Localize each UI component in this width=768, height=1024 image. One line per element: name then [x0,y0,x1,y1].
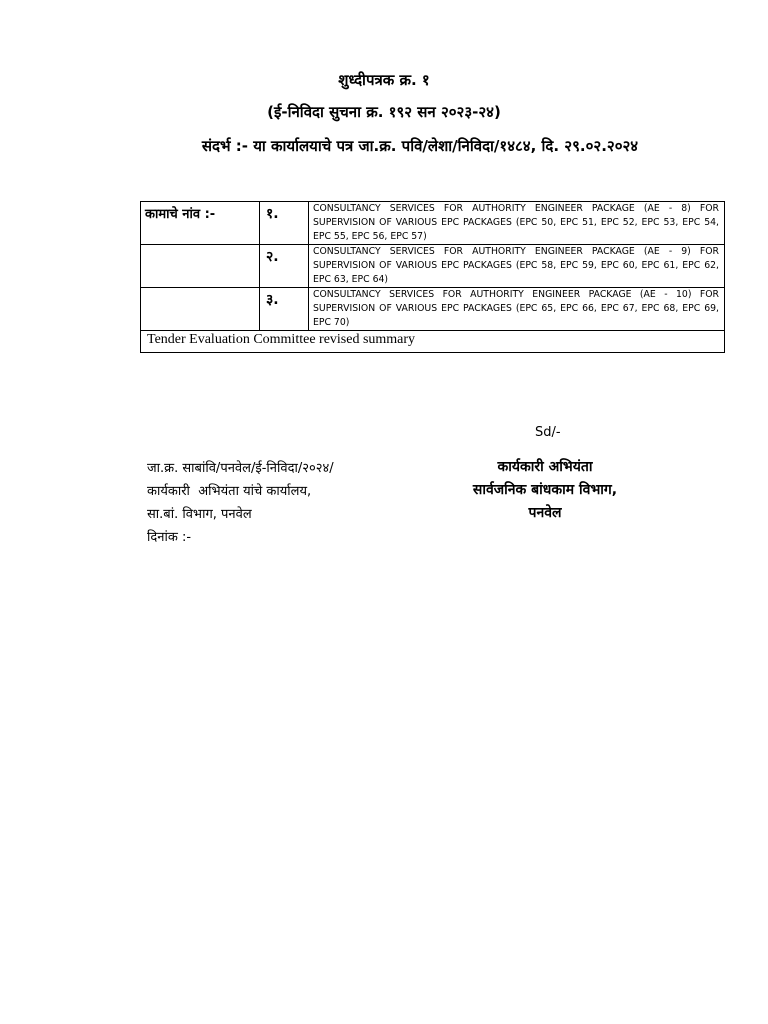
tender-notice-subtitle: (ई-निविदा सुचना क्र. १९२ सन २०२३-२४) [267,103,501,121]
work-name-label: कामाचे नांव :- [141,202,260,245]
work-number: १. [260,202,309,245]
table-row [141,288,725,331]
date-label: दिनांक :- [147,530,192,545]
signature-mark: Sd/- [535,425,561,440]
table-row [141,202,725,245]
signatory-designation: कार्यकारी अभियंता [497,459,593,475]
empty-label-cell [141,288,260,331]
outward-number: जा.क्र. साबांवि/पनवेल/ई-निविदा/२०२४/ [147,461,334,476]
works-table [140,201,725,353]
work-description: CONSULTANCY SERVICES FOR AUTHORITY ENGINEER PACKAGE (AE - 9) FOR SUPERVISION OF VARIOUS EPC PACKAGES (EPC 58, EPC 59, EPC 60, EPC 61, EPC 62, EPC 63, EPC 64) [309,245,725,288]
outward-reference-block [147,457,334,549]
work-number: ३. [260,288,309,331]
signatory-department: सार्वजनिक बांधकाम विभाग, [472,482,618,498]
document-title: शुध्दीपत्रक क्र. १ [338,71,430,89]
work-description: CONSULTANCY SERVICES FOR AUTHORITY ENGINEER PACKAGE (AE - 10) FOR SUPERVISION OF VARIOUS EPC PACKAGES (EPC 65, EPC 66, EPC 67, EPC 68, EPC 69, EPC 70) [309,288,725,331]
table-row [141,245,725,288]
office-name: कार्यकारी अभियंता यांचे कार्यालय, [147,484,312,499]
work-number: २. [260,245,309,288]
summary-cell: Tender Evaluation Committee revised summary [141,331,725,353]
signatory-block [440,456,650,525]
signatory-location: पनवेल [528,505,562,521]
empty-label-cell [141,245,260,288]
work-description: CONSULTANCY SERVICES FOR AUTHORITY ENGINEER PACKAGE (AE - 8) FOR SUPERVISION OF VARIOUS EPC PACKAGES (EPC 50, EPC 51, EPC 52, EPC 53, EPC 54, EPC 55, EPC 56, EPC 57) [309,202,725,245]
division-name: सा.बां. विभाग, पनवेल [147,507,252,522]
table-row [141,331,725,353]
reference-line: संदर्भ :- या कार्यालयाचे पत्र जा.क्र. पवि/लेशा/निविदा/१४८४, दि. २९.०२.२०२४ [201,137,639,155]
